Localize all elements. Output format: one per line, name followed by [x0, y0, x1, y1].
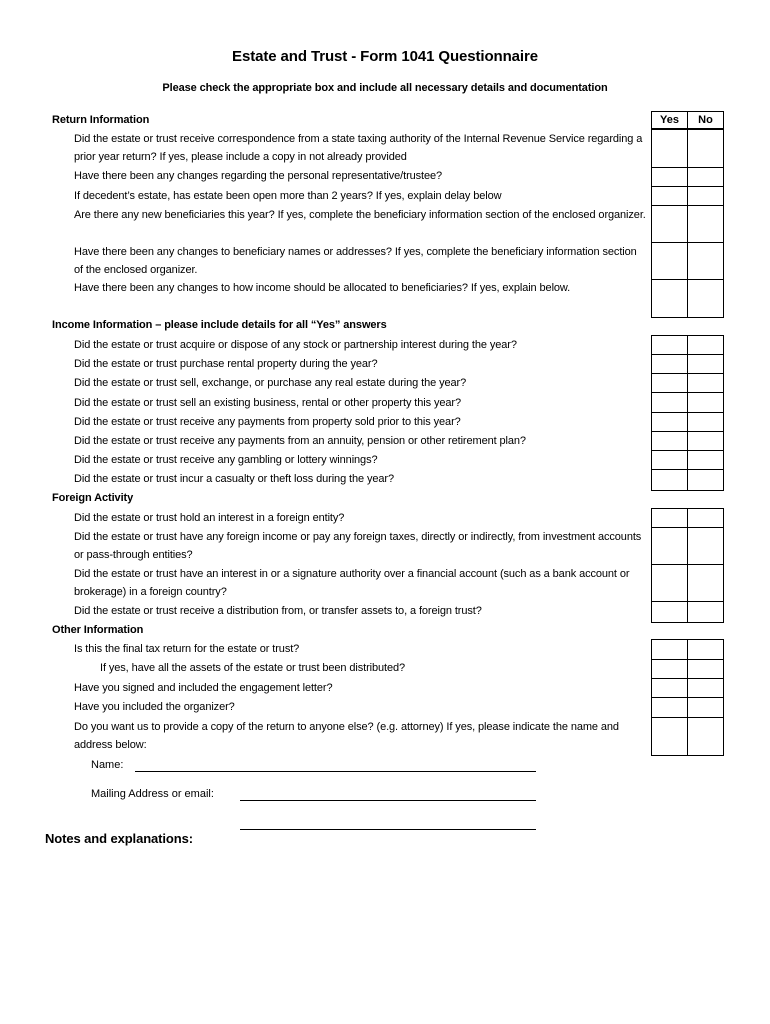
yes-checkbox[interactable] — [652, 528, 688, 564]
yes-checkbox[interactable] — [652, 432, 688, 450]
checkbox-row — [652, 451, 723, 470]
page-title: Estate and Trust - Form 1041 Questionnaire — [232, 48, 538, 65]
yes-checkbox[interactable] — [652, 660, 688, 678]
question-new-beneficiaries: Are there any new beneficiaries this year? If yes, complete the beneficiary information section of the enclosed organizer. — [74, 209, 646, 221]
question-foreign-account: Did the estate or trust have an interest in or a signature authority over a financial account (such as a bank account or brokerage) in a foreign country? — [74, 568, 630, 598]
yes-checkbox[interactable] — [652, 509, 688, 527]
yes-checkbox[interactable] — [652, 374, 688, 392]
yes-checkbox[interactable] — [652, 336, 688, 354]
no-checkbox[interactable] — [688, 280, 723, 317]
no-checkbox[interactable] — [688, 602, 723, 622]
yes-column-label: Yes — [652, 112, 688, 128]
notes-heading: Notes and explanations: — [45, 831, 193, 846]
yes-checkbox[interactable] — [652, 679, 688, 697]
name-label: Name: — [91, 759, 124, 771]
checkbox-row — [652, 602, 723, 622]
no-checkbox[interactable] — [688, 679, 723, 697]
question-annuity-pension: Did the estate or trust receive any payments from an annuity, pension or other retirement plan? — [74, 435, 526, 447]
checkbox-row — [652, 243, 723, 280]
yes-checkbox[interactable] — [652, 718, 688, 755]
section-heading-return-information: Return Information — [52, 114, 150, 126]
checkbox-row — [652, 698, 723, 718]
yes-checkbox[interactable] — [652, 206, 688, 242]
checkbox-row — [652, 640, 723, 660]
question-engagement-letter: Have you signed and included the engagement letter? — [74, 682, 333, 694]
section-heading-other-information: Other Information — [52, 624, 144, 636]
yes-checkbox[interactable] — [652, 130, 688, 167]
checkbox-row — [652, 718, 723, 755]
question-foreign-trust: Did the estate or trust receive a distribution from, or transfer assets to, a foreign trust? — [74, 605, 482, 617]
checkbox-row — [652, 206, 723, 243]
yes-checkbox[interactable] — [652, 565, 688, 601]
name-input-line[interactable] — [135, 771, 536, 772]
question-representative-changes: Have there been any changes regarding the personal representative/trustee? — [74, 170, 443, 182]
yes-checkbox[interactable] — [652, 640, 688, 659]
checkbox-row — [652, 470, 723, 490]
question-income-allocation: Have there been any changes to how income should be allocated to beneficiaries? If yes, explain below. — [74, 282, 571, 294]
question-casualty-loss: Did the estate or trust incur a casualty or theft loss during the year? — [74, 473, 395, 485]
no-checkbox[interactable] — [688, 393, 723, 412]
question-rental-property: Did the estate or trust purchase rental property during the year? — [74, 358, 378, 370]
checkbox-grid-foreign-activity — [651, 508, 724, 623]
checkbox-row — [652, 660, 723, 679]
yes-checkbox[interactable] — [652, 698, 688, 717]
checkbox-row — [652, 509, 723, 528]
no-checkbox[interactable] — [688, 168, 723, 186]
yes-checkbox[interactable] — [652, 187, 688, 205]
no-checkbox[interactable] — [688, 565, 723, 601]
checkbox-row — [652, 393, 723, 413]
question-correspondence: Did the estate or trust receive correspondence from a state taxing authority of the Internal Revenue Service regarding a prior year return? If yes, please include a copy in not already provided — [74, 133, 643, 163]
yes-checkbox[interactable] — [652, 280, 688, 317]
yes-checkbox[interactable] — [652, 243, 688, 279]
question-stock-partnership: Did the estate or trust acquire or dispose of any stock or partnership interest during the year? — [74, 339, 517, 351]
no-checkbox[interactable] — [688, 336, 723, 354]
question-sell-business: Did the estate or trust sell an existing business, rental or other property this year? — [74, 397, 461, 409]
question-assets-distributed: If yes, have all the assets of the estate or trust been distributed? — [100, 662, 406, 674]
no-checkbox[interactable] — [688, 187, 723, 205]
yes-checkbox[interactable] — [652, 393, 688, 412]
checkbox-row — [652, 565, 723, 602]
checkbox-row — [652, 374, 723, 393]
page-subtitle: Please check the appropriate box and include all necessary details and documentation — [162, 82, 608, 94]
question-final-return: Is this the final tax return for the estate or trust? — [74, 643, 300, 655]
yes-no-header — [651, 111, 724, 129]
yes-checkbox[interactable] — [652, 470, 688, 490]
no-checkbox[interactable] — [688, 640, 723, 659]
checkbox-row — [652, 355, 723, 374]
section-heading-foreign-activity: Foreign Activity — [52, 492, 134, 504]
question-real-estate: Did the estate or trust sell, exchange, or purchase any real estate during the year? — [74, 377, 467, 389]
no-checkbox[interactable] — [688, 470, 723, 490]
no-checkbox[interactable] — [688, 451, 723, 469]
checkbox-row — [652, 528, 723, 565]
mailing-address-second-line[interactable] — [240, 829, 536, 830]
mailing-address-label: Mailing Address or email: — [91, 788, 214, 800]
no-checkbox[interactable] — [688, 355, 723, 373]
checkbox-grid-return-information — [651, 129, 724, 318]
no-column-label: No — [698, 114, 713, 126]
yes-checkbox[interactable] — [652, 451, 688, 469]
question-beneficiary-names: Have there been any changes to beneficiary names or addresses? If yes, complete the beneficiary information section of the enclosed organizer. — [74, 246, 637, 276]
checkbox-row — [652, 168, 723, 187]
checkbox-row — [652, 336, 723, 355]
checkbox-row — [652, 432, 723, 451]
no-checkbox[interactable] — [688, 698, 723, 717]
checkbox-row — [652, 187, 723, 206]
section-heading-income-information: Income Information – please include details for all “Yes” answers — [52, 319, 387, 331]
mailing-address-input-line[interactable] — [240, 800, 536, 801]
yes-checkbox[interactable] — [652, 602, 688, 622]
no-checkbox[interactable] — [688, 528, 723, 564]
yes-checkbox[interactable] — [652, 413, 688, 431]
question-return-copy: Do you want us to provide a copy of the return to anyone else? (e.g. attorney) If yes, please indicate the name and address below: — [74, 721, 619, 751]
checkbox-row — [652, 413, 723, 432]
checkbox-row — [652, 679, 723, 698]
yes-checkbox[interactable] — [652, 168, 688, 186]
yes-checkbox[interactable] — [652, 355, 688, 373]
checkbox-row — [652, 130, 723, 168]
no-checkbox[interactable] — [688, 413, 723, 431]
question-organizer: Have you included the organizer? — [74, 701, 235, 713]
checkbox-grid-other-information — [651, 639, 724, 756]
no-checkbox[interactable] — [688, 130, 723, 167]
no-checkbox[interactable] — [688, 432, 723, 450]
no-checkbox[interactable] — [688, 718, 723, 755]
checkbox-grid-income-information — [651, 335, 724, 491]
no-checkbox[interactable] — [688, 509, 723, 527]
no-checkbox[interactable] — [688, 206, 723, 242]
question-foreign-income: Did the estate or trust have any foreign income or pay any foreign taxes, directly or indirectly, from investment accounts or pass-through entities? — [74, 531, 642, 561]
no-checkbox[interactable] — [688, 660, 723, 678]
question-property-payments: Did the estate or trust receive any payments from property sold prior to this year? — [74, 416, 461, 428]
no-checkbox[interactable] — [688, 243, 723, 279]
question-gambling: Did the estate or trust receive any gambling or lottery winnings? — [74, 454, 378, 466]
question-foreign-entity: Did the estate or trust hold an interest in a foreign entity? — [74, 512, 345, 524]
question-estate-open: If decedent’s estate, has estate been open more than 2 years? If yes, explain delay below — [74, 190, 502, 202]
checkbox-row — [652, 280, 723, 317]
no-checkbox[interactable] — [688, 374, 723, 392]
